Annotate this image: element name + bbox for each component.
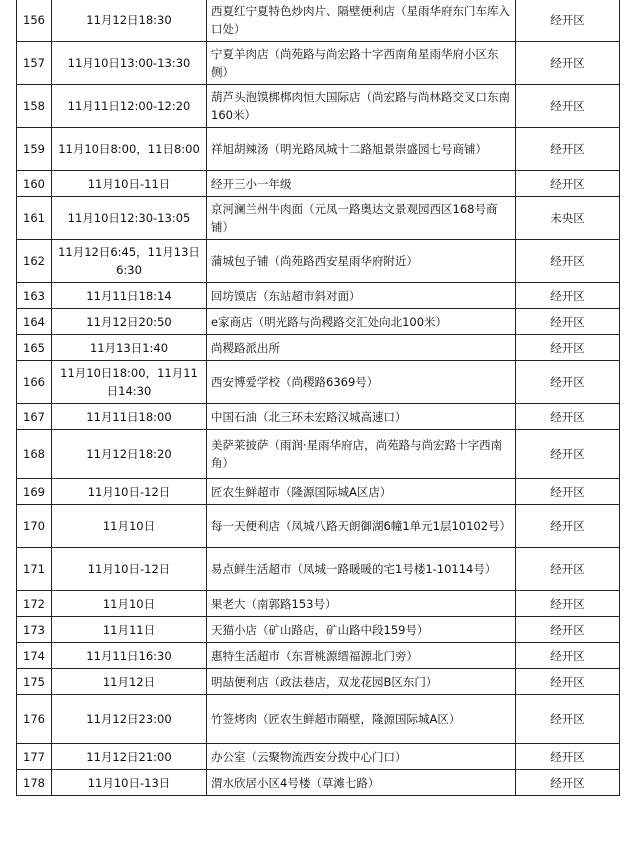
cell-time: 11月11日16:30 bbox=[52, 643, 207, 669]
cell-number: 178 bbox=[17, 770, 52, 796]
table-row bbox=[17, 479, 620, 505]
table-row bbox=[17, 591, 620, 617]
location-table bbox=[16, 0, 620, 796]
cell-number: 163 bbox=[17, 283, 52, 309]
table-row bbox=[17, 744, 620, 770]
cell-place: 葫芦头泡馍梆梆肉恒大国际店（尚宏路与尚林路交叉口东南160米） bbox=[207, 85, 516, 128]
cell-time: 11月10日 bbox=[52, 591, 207, 617]
cell-number: 170 bbox=[17, 505, 52, 548]
cell-place: 蒲城包子铺（尚苑路西安星雨华府附近） bbox=[207, 240, 516, 283]
cell-district: 经开区 bbox=[516, 42, 620, 85]
cell-place: 经开三小一年级 bbox=[207, 171, 516, 197]
cell-time: 11月12日18:20 bbox=[52, 430, 207, 479]
cell-place: 西安博爱学校（尚稷路6369号） bbox=[207, 361, 516, 404]
cell-time: 11月13日1:40 bbox=[52, 335, 207, 361]
table-row bbox=[17, 171, 620, 197]
cell-time: 11月12日6:45，11月13日6:30 bbox=[52, 240, 207, 283]
cell-time: 11月10日-12日 bbox=[52, 548, 207, 591]
cell-place: 西夏红宁夏特色炒肉片、隔壁便利店（星雨华府东门车库入口处） bbox=[207, 0, 516, 42]
table-row bbox=[17, 197, 620, 240]
table-body bbox=[17, 0, 620, 796]
table-row bbox=[17, 404, 620, 430]
cell-place: 回坊馍店（东站超市斜对面） bbox=[207, 283, 516, 309]
cell-number: 158 bbox=[17, 85, 52, 128]
table-row bbox=[17, 695, 620, 744]
cell-place: 竹签烤肉（匠农生鲜超市隔壁，隆源国际城A区） bbox=[207, 695, 516, 744]
cell-time: 11月12日23:00 bbox=[52, 695, 207, 744]
cell-time: 11月11日12:00-12:20 bbox=[52, 85, 207, 128]
cell-district: 经开区 bbox=[516, 617, 620, 643]
cell-district: 经开区 bbox=[516, 171, 620, 197]
table-row bbox=[17, 643, 620, 669]
table-row bbox=[17, 669, 620, 695]
cell-place: e家商店（明光路与尚稷路交汇处向北100米） bbox=[207, 309, 516, 335]
cell-time: 11月10日-12日 bbox=[52, 479, 207, 505]
cell-district: 经开区 bbox=[516, 283, 620, 309]
cell-district: 经开区 bbox=[516, 643, 620, 669]
table-row bbox=[17, 335, 620, 361]
cell-place: 易点鲜生活超市（凤城一路暖暖的宅1号楼1-10114号） bbox=[207, 548, 516, 591]
cell-time: 11月10日13:00-13:30 bbox=[52, 42, 207, 85]
cell-number: 175 bbox=[17, 669, 52, 695]
table-row bbox=[17, 128, 620, 171]
cell-place: 美萨莱披萨（雨润·星雨华府店，尚苑路与尚宏路十字西南角） bbox=[207, 430, 516, 479]
cell-place: 惠特生活超市（东晋桃源缙福源北门旁） bbox=[207, 643, 516, 669]
cell-number: 168 bbox=[17, 430, 52, 479]
cell-place: 祥旭胡辣汤（明光路凤城十二路旭景崇盛园七号商铺） bbox=[207, 128, 516, 171]
cell-district: 经开区 bbox=[516, 505, 620, 548]
cell-place: 办公室（云聚物流西安分拨中心门口） bbox=[207, 744, 516, 770]
table-row bbox=[17, 361, 620, 404]
table-row bbox=[17, 240, 620, 283]
cell-number: 169 bbox=[17, 479, 52, 505]
cell-district: 经开区 bbox=[516, 591, 620, 617]
cell-district: 经开区 bbox=[516, 361, 620, 404]
cell-place: 渭水欣居小区4号楼（草滩七路） bbox=[207, 770, 516, 796]
cell-district: 经开区 bbox=[516, 744, 620, 770]
cell-place: 宁夏羊肉店（尚苑路与尚宏路十字西南角星雨华府小区东侧） bbox=[207, 42, 516, 85]
cell-time: 11月12日20:50 bbox=[52, 309, 207, 335]
cell-place: 尚稷路派出所 bbox=[207, 335, 516, 361]
cell-number: 171 bbox=[17, 548, 52, 591]
table-row bbox=[17, 0, 620, 42]
cell-district: 经开区 bbox=[516, 309, 620, 335]
cell-district: 未央区 bbox=[516, 197, 620, 240]
cell-number: 166 bbox=[17, 361, 52, 404]
table-row bbox=[17, 430, 620, 479]
cell-district: 经开区 bbox=[516, 85, 620, 128]
cell-time: 11月10日8:00，11日8:00 bbox=[52, 128, 207, 171]
cell-time: 11月10日 bbox=[52, 505, 207, 548]
cell-district: 经开区 bbox=[516, 240, 620, 283]
table-row bbox=[17, 283, 620, 309]
cell-district: 经开区 bbox=[516, 548, 620, 591]
cell-number: 172 bbox=[17, 591, 52, 617]
cell-number: 177 bbox=[17, 744, 52, 770]
cell-number: 173 bbox=[17, 617, 52, 643]
cell-place: 果老大（南郭路153号） bbox=[207, 591, 516, 617]
cell-number: 162 bbox=[17, 240, 52, 283]
cell-district: 经开区 bbox=[516, 669, 620, 695]
cell-place: 中国石油（北三环未宏路汉城高速口） bbox=[207, 404, 516, 430]
cell-time: 11月11日18:00 bbox=[52, 404, 207, 430]
table-row bbox=[17, 505, 620, 548]
table-row bbox=[17, 85, 620, 128]
cell-number: 176 bbox=[17, 695, 52, 744]
cell-number: 157 bbox=[17, 42, 52, 85]
cell-number: 156 bbox=[17, 0, 52, 42]
cell-place: 京河澜兰州牛肉面（元凤一路奥达文景观园西区168号商铺） bbox=[207, 197, 516, 240]
cell-place: 天猫小店（矿山路店，矿山路中段159号） bbox=[207, 617, 516, 643]
cell-time: 11月12日21:00 bbox=[52, 744, 207, 770]
cell-time: 11月10日12:30-13:05 bbox=[52, 197, 207, 240]
table-row bbox=[17, 42, 620, 85]
cell-number: 160 bbox=[17, 171, 52, 197]
cell-district: 经开区 bbox=[516, 479, 620, 505]
cell-time: 11月11日 bbox=[52, 617, 207, 643]
table-row bbox=[17, 617, 620, 643]
cell-place: 匠农生鲜超市（隆源国际城A区店） bbox=[207, 479, 516, 505]
table-row bbox=[17, 548, 620, 591]
cell-time: 11月10日18:00，11月11日14:30 bbox=[52, 361, 207, 404]
cell-time: 11月10日-13日 bbox=[52, 770, 207, 796]
cell-time: 11月10日-11日 bbox=[52, 171, 207, 197]
cell-time: 11月12日18:30 bbox=[52, 0, 207, 42]
cell-number: 165 bbox=[17, 335, 52, 361]
cell-number: 161 bbox=[17, 197, 52, 240]
cell-place: 每一天便利店（凤城八路天朗御湖6幢1单元1层10102号） bbox=[207, 505, 516, 548]
cell-district: 经开区 bbox=[516, 0, 620, 42]
table-row bbox=[17, 309, 620, 335]
table-row bbox=[17, 770, 620, 796]
cell-district: 经开区 bbox=[516, 430, 620, 479]
cell-number: 159 bbox=[17, 128, 52, 171]
cell-number: 174 bbox=[17, 643, 52, 669]
cell-district: 经开区 bbox=[516, 770, 620, 796]
cell-place: 明喆便利店（政法巷店，双龙花园B区东门） bbox=[207, 669, 516, 695]
cell-time: 11月11日18:14 bbox=[52, 283, 207, 309]
cell-district: 经开区 bbox=[516, 335, 620, 361]
cell-number: 164 bbox=[17, 309, 52, 335]
cell-number: 167 bbox=[17, 404, 52, 430]
cell-district: 经开区 bbox=[516, 695, 620, 744]
cell-district: 经开区 bbox=[516, 128, 620, 171]
cell-district: 经开区 bbox=[516, 404, 620, 430]
cell-time: 11月12日 bbox=[52, 669, 207, 695]
